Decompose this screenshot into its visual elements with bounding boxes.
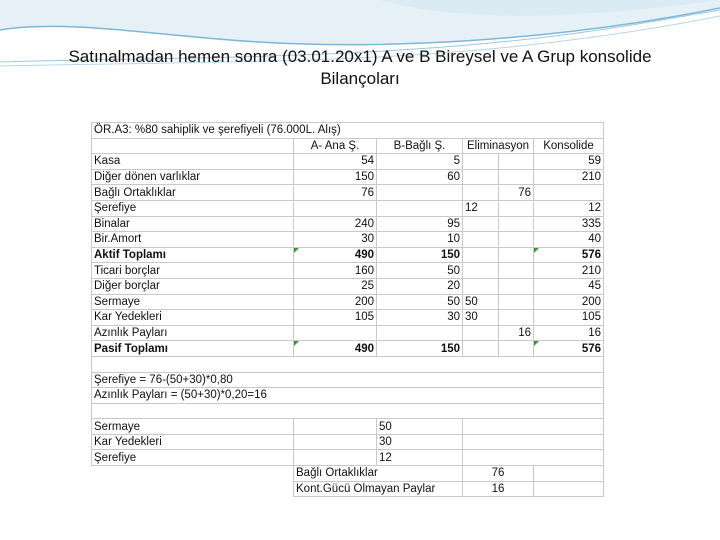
elimination-debit-cell bbox=[463, 278, 499, 294]
row-label: Şerefiye bbox=[92, 200, 294, 216]
empty-cell bbox=[534, 466, 604, 482]
empty-cell bbox=[294, 419, 377, 435]
elimination-credit-cell bbox=[499, 294, 534, 310]
elimination-debit-cell bbox=[463, 325, 499, 341]
entry-debit-label: Sermaye bbox=[92, 419, 294, 435]
elimination-debit-cell: 12 bbox=[463, 200, 499, 216]
value-cell bbox=[294, 200, 377, 216]
value-cell: 95 bbox=[377, 216, 463, 232]
value-cell: 490 bbox=[294, 247, 377, 263]
consolidated-cell: 335 bbox=[534, 216, 604, 232]
table-row bbox=[92, 138, 604, 154]
elimination-credit-cell bbox=[499, 216, 534, 232]
elimination-debit-cell bbox=[463, 341, 499, 357]
consolidated-cell: 576 bbox=[534, 247, 604, 263]
elimination-credit-cell bbox=[499, 169, 534, 185]
table-row bbox=[92, 232, 604, 248]
value-cell: 150 bbox=[294, 169, 377, 185]
table-row bbox=[92, 154, 604, 170]
value-cell: 240 bbox=[294, 216, 377, 232]
table-row bbox=[92, 434, 604, 450]
table-row bbox=[92, 216, 604, 232]
value-cell: 60 bbox=[377, 169, 463, 185]
entry-credit-value: 16 bbox=[463, 481, 534, 497]
value-cell: 30 bbox=[377, 310, 463, 326]
table-row bbox=[92, 263, 604, 279]
value-cell: 5 bbox=[377, 154, 463, 170]
header-note: ÖR.A3: %80 sahiplik ve şerefiyeli (76.000L. Alış) bbox=[92, 123, 604, 139]
elimination-credit-cell bbox=[499, 341, 534, 357]
column-header: A- Ana Ş. bbox=[294, 138, 377, 154]
elimination-debit-cell bbox=[463, 247, 499, 263]
elimination-credit-cell bbox=[499, 154, 534, 170]
elimination-credit-cell: 16 bbox=[499, 325, 534, 341]
value-cell bbox=[377, 325, 463, 341]
elimination-debit-cell bbox=[463, 216, 499, 232]
table-row bbox=[92, 247, 604, 263]
consolidated-cell: 40 bbox=[534, 232, 604, 248]
table-row bbox=[92, 466, 604, 482]
entry-debit-value: 50 bbox=[377, 419, 463, 435]
value-cell bbox=[377, 185, 463, 201]
row-label: Ticari borçlar bbox=[92, 263, 294, 279]
elimination-debit-cell bbox=[463, 232, 499, 248]
elimination-debit-cell bbox=[463, 263, 499, 279]
empty-cell bbox=[92, 466, 294, 482]
entry-debit-label: Şerefiye bbox=[92, 450, 294, 466]
empty-cell bbox=[92, 403, 604, 419]
elimination-credit-cell bbox=[499, 310, 534, 326]
table-row bbox=[92, 481, 604, 497]
empty-cell bbox=[463, 450, 604, 466]
elimination-debit-cell: 50 bbox=[463, 294, 499, 310]
row-label: Bağlı Ortaklıklar bbox=[92, 185, 294, 201]
elimination-credit-cell bbox=[499, 247, 534, 263]
table-row bbox=[92, 185, 604, 201]
empty-cell bbox=[534, 481, 604, 497]
elimination-credit-cell bbox=[499, 263, 534, 279]
entry-credit-label: Bağlı Ortaklıklar bbox=[294, 466, 463, 482]
consolidated-cell: 210 bbox=[534, 169, 604, 185]
consolidated-cell: 12 bbox=[534, 200, 604, 216]
elimination-debit-cell bbox=[463, 185, 499, 201]
consolidated-cell: 105 bbox=[534, 310, 604, 326]
table-row bbox=[92, 388, 604, 404]
entry-debit-label: Kar Yedekleri bbox=[92, 434, 294, 450]
value-cell: 50 bbox=[377, 263, 463, 279]
entry-credit-label: Kont.Gücü Olmayan Paylar bbox=[294, 481, 463, 497]
table-row bbox=[92, 372, 604, 388]
value-cell: 25 bbox=[294, 278, 377, 294]
value-cell: 200 bbox=[294, 294, 377, 310]
balance-sheet-table bbox=[91, 122, 604, 497]
entry-debit-value: 12 bbox=[377, 450, 463, 466]
elimination-credit-cell bbox=[499, 232, 534, 248]
row-label: Kasa bbox=[92, 154, 294, 170]
table-row bbox=[92, 169, 604, 185]
elimination-credit-cell bbox=[499, 200, 534, 216]
table-row bbox=[92, 341, 604, 357]
column-header: Konsolide bbox=[534, 138, 604, 154]
entry-credit-value: 76 bbox=[463, 466, 534, 482]
row-label: Binalar bbox=[92, 216, 294, 232]
value-cell bbox=[377, 200, 463, 216]
row-label: Pasif Toplamı bbox=[92, 341, 294, 357]
value-cell: 150 bbox=[377, 341, 463, 357]
table-row bbox=[92, 356, 604, 372]
table-row bbox=[92, 403, 604, 419]
row-label: Sermaye bbox=[92, 294, 294, 310]
elimination-credit-cell: 76 bbox=[499, 185, 534, 201]
table-row bbox=[92, 325, 604, 341]
table-row bbox=[92, 200, 604, 216]
table-row bbox=[92, 278, 604, 294]
entry-debit-value: 30 bbox=[377, 434, 463, 450]
consolidated-cell: 210 bbox=[534, 263, 604, 279]
row-label: Kar Yedekleri bbox=[92, 310, 294, 326]
column-header: B-Bağlı Ş. bbox=[377, 138, 463, 154]
consolidated-cell: 576 bbox=[534, 341, 604, 357]
value-cell: 160 bbox=[294, 263, 377, 279]
value-cell: 76 bbox=[294, 185, 377, 201]
value-cell: 10 bbox=[377, 232, 463, 248]
elimination-debit-cell: 30 bbox=[463, 310, 499, 326]
row-label: Diğer borçlar bbox=[92, 278, 294, 294]
row-label: Azınlık Payları bbox=[92, 325, 294, 341]
elimination-debit-cell bbox=[463, 154, 499, 170]
value-cell: 50 bbox=[377, 294, 463, 310]
table-row bbox=[92, 123, 604, 139]
column-header: Eliminasyon bbox=[463, 138, 534, 154]
value-cell: 54 bbox=[294, 154, 377, 170]
empty-cell bbox=[463, 434, 604, 450]
empty-cell bbox=[294, 450, 377, 466]
value-cell: 150 bbox=[377, 247, 463, 263]
formula-text: Şerefiye = 76-(50+30)*0,80 bbox=[92, 372, 604, 388]
elimination-credit-cell bbox=[499, 278, 534, 294]
value-cell bbox=[294, 325, 377, 341]
row-label: Diğer dönen varlıklar bbox=[92, 169, 294, 185]
table-row bbox=[92, 294, 604, 310]
table-row bbox=[92, 450, 604, 466]
empty-cell bbox=[463, 419, 604, 435]
value-cell: 30 bbox=[294, 232, 377, 248]
elimination-debit-cell bbox=[463, 169, 499, 185]
empty-cell bbox=[294, 434, 377, 450]
row-label: Bir.Amort bbox=[92, 232, 294, 248]
row-label: Aktif Toplamı bbox=[92, 247, 294, 263]
empty-cell bbox=[92, 481, 294, 497]
empty-cell bbox=[92, 138, 294, 154]
table-row bbox=[92, 419, 604, 435]
formula-text: Azınlık Payları = (50+30)*0,20=16 bbox=[92, 388, 604, 404]
table-row bbox=[92, 310, 604, 326]
consolidated-cell bbox=[534, 185, 604, 201]
value-cell: 105 bbox=[294, 310, 377, 326]
consolidated-cell: 45 bbox=[534, 278, 604, 294]
value-cell: 490 bbox=[294, 341, 377, 357]
consolidated-cell: 59 bbox=[534, 154, 604, 170]
consolidated-cell: 16 bbox=[534, 325, 604, 341]
consolidated-cell: 200 bbox=[534, 294, 604, 310]
slide-title: Satınalmadan hemen sonra (03.01.20x1) A ve B Bireysel ve A Grup konsolide Bilançoları bbox=[68, 47, 652, 88]
empty-cell bbox=[92, 356, 604, 372]
value-cell: 20 bbox=[377, 278, 463, 294]
